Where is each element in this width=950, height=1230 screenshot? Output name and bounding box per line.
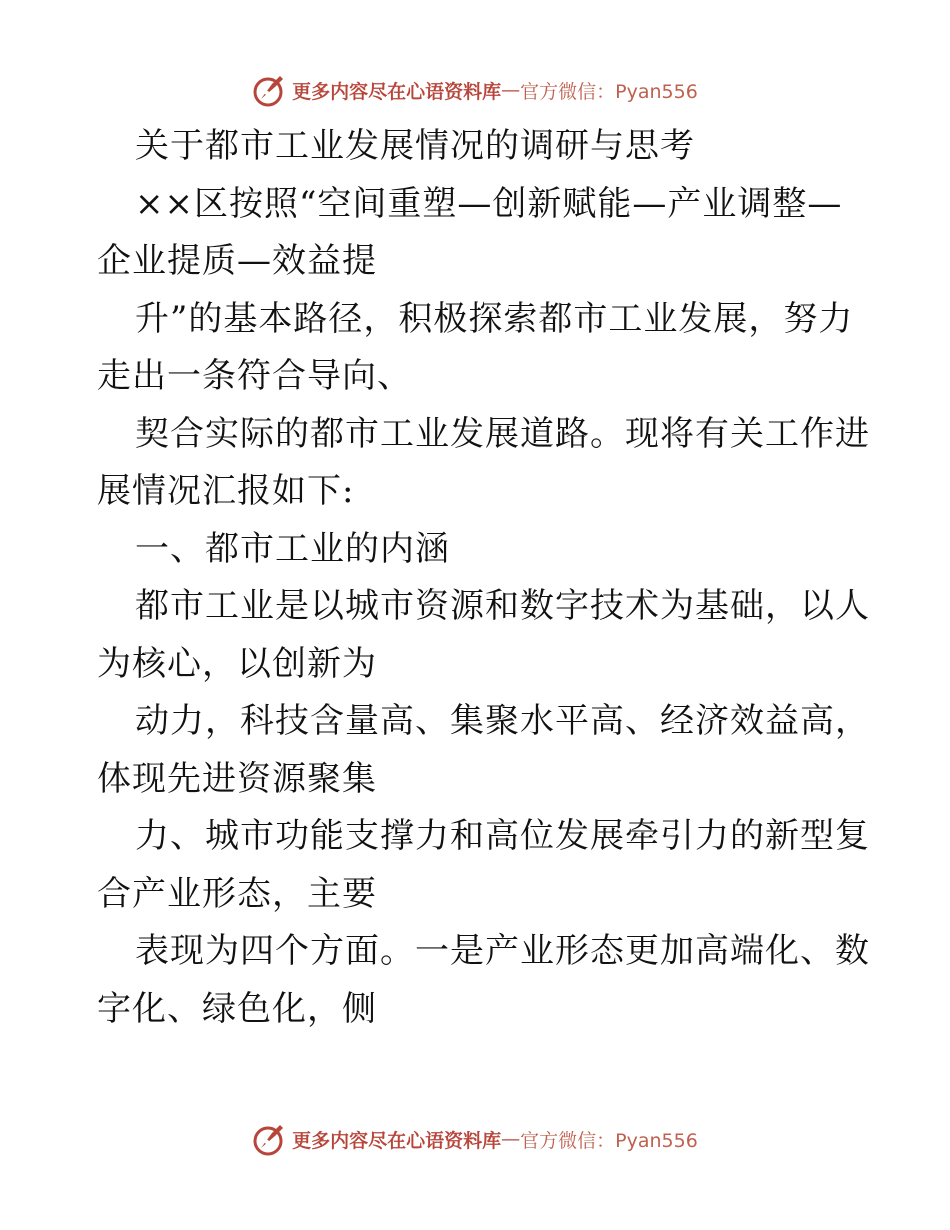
body-line: 都市工业是以城市资源和数字技术为基础，以人 [135,586,870,626]
section-heading: 一、都市工业的内涵 [135,528,450,569]
body-line: 展情况汇报如下: [97,471,355,511]
pen-nib-icon [252,72,288,108]
body-line: 为核心，以创新为 [97,643,377,684]
body-line: 字化、绿色化，侧 [97,988,377,1029]
document-title: 关于都市工业发展情况的调研与思考 [135,126,695,166]
watermark-contact: 官方微信：Pyan556 [520,80,698,103]
body-line: 体现先进资源聚集 [97,758,377,799]
body-line: 动力，科技含量高、集聚水平高、经济效益高， [135,701,870,741]
watermark-footer [0,1119,950,1159]
body-line: 企业提质—效益提 [97,241,377,281]
body-line: 合产业形态，主要 [97,873,377,914]
watermark-separator: — [501,1128,521,1150]
watermark-text: 更多内容尽在心语资料库 [292,1129,502,1152]
body-line: 力、城市功能支撑力和高位发展牵引力的新型复 [135,816,870,856]
body-line: 走出一条符合导向、 [97,356,412,396]
document-body [97,118,870,1038]
body-line: 契合实际的都市工业发展道路。现将有关工作进 [135,413,870,454]
pen-nib-icon [252,1121,288,1157]
watermark-separator: — [501,79,521,101]
watermark-text: 更多内容尽在心语资料库 [292,80,502,103]
watermark-header [0,70,950,110]
body-line: 表现为四个方面。一是产业形态更加高端化、数 [135,931,870,971]
body-line: ××区按照“空间重塑—创新赋能—产业调整— [135,183,843,224]
body-line: 升”的基本路径，积极探索都市工业发展，努力 [135,298,854,339]
watermark-contact: 官方微信：Pyan556 [520,1129,698,1152]
